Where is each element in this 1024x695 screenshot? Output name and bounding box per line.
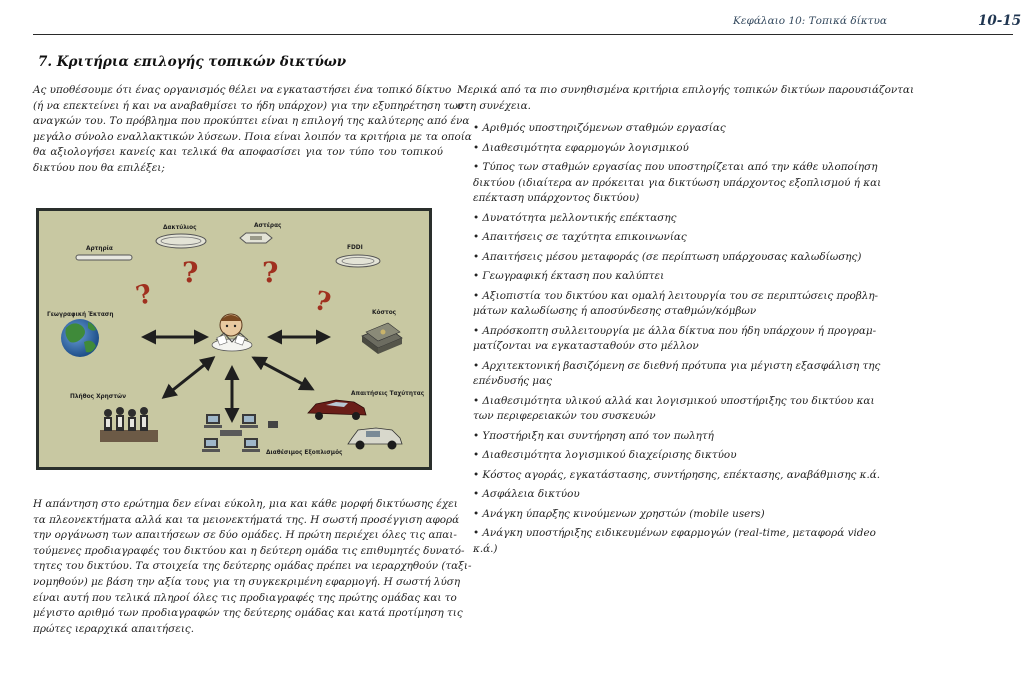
question-mark-icon: ? xyxy=(133,278,156,312)
criteria-item xyxy=(473,487,863,503)
answer-line: μέγιστο αριθμό των προδιαγραφών της δεύτερης ομάδας και κατά προτίμηση τις xyxy=(33,607,463,620)
criteria-item xyxy=(473,160,882,207)
criteria-item xyxy=(473,359,881,390)
criteria-item-line: • Αριθμός υποστηριζόμενων σταθμών εργασίας xyxy=(473,122,726,134)
criteria-item-line: επέκταση υπάρχοντος δικτύου) xyxy=(473,192,640,204)
criteria-item-line: • Διαθεσιμότητα λογισμικού διαχείρισης δικτύου xyxy=(473,449,737,461)
label-fddi: FDDI xyxy=(347,245,363,251)
criteria-item-line: κ.ά.) xyxy=(473,542,498,555)
criteria-item-line: • Απαιτήσεις σε ταχύτητα επικοινωνίας xyxy=(473,231,687,243)
criteria-item-line: • Τύπος των σταθμών εργασίας που υποστηρίζεται από την κάθε υλοποίηση xyxy=(473,161,878,173)
criteria-item xyxy=(473,141,863,157)
criteria-item xyxy=(473,526,876,557)
section-title: 7. Κριτήρια επιλογής τοπικών δικτύων xyxy=(38,54,347,70)
intro-line: Ας υποθέσουμε ότι ένας οργανισμός θέλει να εγκαταστήσει ένα τοπικό δίκτυο xyxy=(33,84,452,96)
label-cost: Κόστος xyxy=(372,310,397,316)
criteria-item-line: • Ασφάλεια δικτύου xyxy=(473,488,580,500)
fddi-ring-icon xyxy=(336,255,380,267)
intro-line: αναγκών του. Το πρόβλημα που προκύπτει είναι η επιλογή της καλύτερης από ένα xyxy=(33,115,470,128)
answer-line: Η απάντηση στο ερώτημα δεν είναι εύκολη, μια και κάθε μορφή δικτύωσης έχει xyxy=(33,498,458,510)
criteria-item xyxy=(473,211,863,227)
answer-line: τούμενες προδιαγραφές του δικτύου και η δεύτερη ομάδα τις επιθυμητές δυνατό- xyxy=(33,544,465,557)
criteria-item xyxy=(473,448,863,464)
criteria-item xyxy=(473,289,879,320)
criteria-item xyxy=(473,468,881,484)
answer-line: την οργάνωση των απαιτήσεων σε δύο ομάδες. Η πρώτη περιέχει όλες τις απαι- xyxy=(33,529,457,542)
chapter-title: Κεφάλαιο 10: Τοπικά δίκτυα xyxy=(733,15,887,27)
criteria-intro-line: Μερικά από τα πιο συνηθισμένα κριτήρια επιλογής τοπικών δικτύων παρουσιάζονται xyxy=(457,84,915,96)
criteria-item-line: μάτων καλωδίωσης ή αποσύνδεσης σταθμών/κόμβων xyxy=(473,305,757,317)
answer-line: νομηθούν) με βάση την αξία τους για τη συγκεκριμένη εφαρμογή. Η σωστή λύση xyxy=(33,575,461,588)
label-arthria: Αρτηρία xyxy=(86,246,113,252)
label-daktylios: Δακτύλιος xyxy=(163,225,197,231)
label-geographic: Γεωγραφική Έκταση xyxy=(47,312,114,318)
label-asteras: Αστέρας xyxy=(254,223,282,229)
star-topology-icon xyxy=(240,233,272,243)
criteria-item-line: • Απαιτήσεις μέσου μεταφοράς (σε περίπτωση υπάρχουσας καλωδίωσης) xyxy=(473,250,862,263)
answer-line: τητες του δικτύου. Τα στοιχεία της δεύτερης ομάδας πρέπει να ιεραρχηθούν (ταξι- xyxy=(33,560,472,573)
criteria-item xyxy=(473,250,863,266)
criteria-item xyxy=(473,324,877,355)
criteria-item-line: • Ανάγκη ύπαρξης κινούμενων χρηστών (mobile users) xyxy=(473,507,765,520)
criteria-intro xyxy=(457,83,915,114)
label-equipment: Διαθέσιμος Εξοπλισμός xyxy=(266,450,343,456)
criteria-item-line: • Αρχιτεκτονική βασιζόμενη σε διεθνή πρότυπα για μέγιστη εξασφάλιση της xyxy=(473,359,881,372)
criteria-item xyxy=(473,230,863,246)
criteria-item-line: • Δυνατότητα μελλοντικής επέκτασης xyxy=(473,211,677,224)
criteria-item-line: • Διαθεσιμότητα υλικού αλλά και λογισμικού υποστήριξης του δικτύου και xyxy=(473,394,875,407)
criteria-intro-line: στη συνέχεια. xyxy=(457,99,531,112)
criteria-item-line: • Απρόσκοπτη συλλειτουργία με άλλα δίκτυα που ήδη υπάρχουν ή προγραμ- xyxy=(473,324,877,337)
criteria-item-line: • Ανάγκη υποστήριξης ειδικευμένων εφαρμογών (real-time, μεταφορά video xyxy=(473,527,876,539)
question-mark-icon: ? xyxy=(262,256,279,289)
criteria-item-line: • Γεωγραφική έκταση που καλύπτει xyxy=(473,270,665,282)
answer-line: πρώτες ιεραρχικά απαιτήσεις. xyxy=(33,622,195,635)
header-divider xyxy=(33,34,1013,35)
criteria-item xyxy=(473,121,863,137)
question-mark-icon: ? xyxy=(182,256,199,289)
criteria-item-line: • Υποστήριξη και συντήρηση από τον πωλητή xyxy=(473,429,714,442)
criteria-item-line: ματίζονται να εγκατασταθούν στο μέλλον xyxy=(473,340,699,352)
label-users: Πλήθος Χρηστών xyxy=(70,394,127,400)
criteria-item-line: δικτύου (ιδιαίτερα αν πρόκειται για δικτύωση υπάρχοντος εξοπλισμού ή και xyxy=(473,176,882,189)
criteria-item xyxy=(473,507,863,523)
criteria-item xyxy=(473,429,863,445)
network-criteria-figure xyxy=(36,208,432,470)
criteria-item-line: • Κόστος αγοράς, εγκατάστασης, συντήρησης, επέκτασης, αναβάθμισης κ.ά. xyxy=(473,468,881,481)
globe-icon xyxy=(61,319,99,357)
criteria-item xyxy=(473,394,875,425)
arthria-icon xyxy=(76,255,132,260)
answer-paragraph xyxy=(33,497,472,637)
ring-topology-icon xyxy=(156,234,206,248)
intro-line: θα αξιολογήσει κανείς και τελικά θα αποφασίσει για τον τύπο του τοπικού xyxy=(33,146,443,159)
criteria-item-line: • Αξιοπιστία του δικτύου και ομαλή λειτουργία του σε περιπτώσεις προβλη- xyxy=(473,289,879,302)
answer-line: τα πλεονεκτήματα αλλά και τα μειονεκτήματά της. Η σωστή προσέγγιση αφορά xyxy=(33,513,460,526)
intro-line: (ή να επεκτείνει ή και να αναβαθμίσει το ήδη υπάρχον) για την εξυπηρέτηση των xyxy=(33,99,465,112)
criteria-item-line: • Διαθεσιμότητα εφαρμογών λογισμικού xyxy=(473,141,689,154)
answer-line: είναι αυτή που τελικά πληροί όλες τις προδιαγραφές της πρώτης ομάδας και το xyxy=(33,591,457,604)
label-speed: Απαιτήσεις Ταχύτητας xyxy=(351,391,425,397)
intro-line: δικτύου που θα επιλέξει; xyxy=(33,161,165,174)
criteria-item-line: επένδυσής μας xyxy=(473,375,552,387)
criteria-list xyxy=(473,121,882,561)
intro-paragraph xyxy=(33,83,472,177)
intro-line: μεγάλο σύνολο εναλλακτικών λύσεων. Ποια είναι λοιπόν τα κριτήρια με τα οποία xyxy=(33,130,472,143)
page-number: 10-15 xyxy=(978,13,1022,29)
criteria-item-line: των περιφερειακών του συσκευών xyxy=(473,410,656,422)
question-mark-icon: ? xyxy=(311,285,334,319)
criteria-item xyxy=(473,269,863,285)
